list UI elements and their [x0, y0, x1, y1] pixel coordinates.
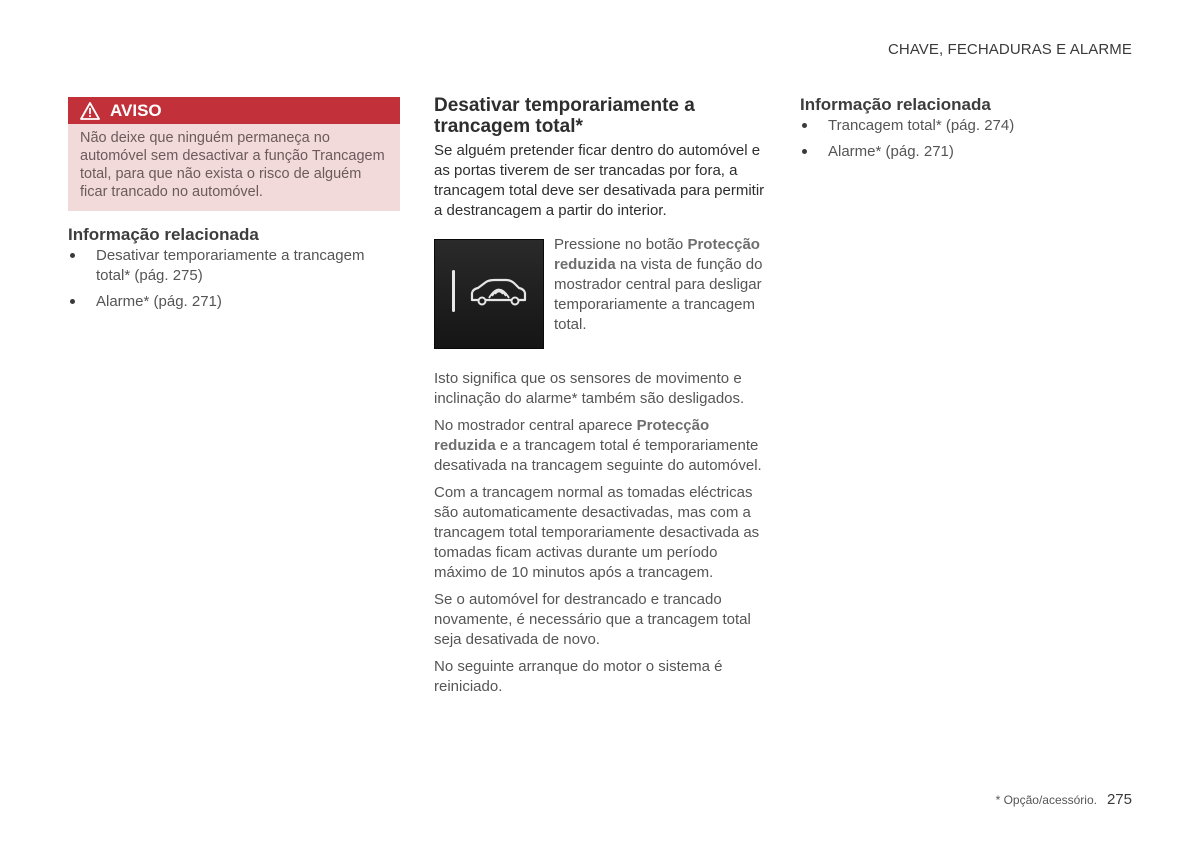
highlight-reduced-protection-2: Protecção reduzida — [434, 417, 710, 454]
related-link-alarme-2[interactable]: Alarme* (pág. 271) — [800, 142, 1132, 162]
reduced-protection-button-image — [434, 239, 544, 349]
warning-header — [68, 97, 400, 124]
left-related-info — [68, 225, 400, 318]
section-title: Desativar temporariamente a trancagem total* — [434, 95, 695, 137]
page-footer — [996, 791, 1132, 808]
warning-box — [68, 97, 400, 211]
para2-after: e a trancagem total é temporariamente desativada na trancagem seguinte do automóvel. — [434, 437, 762, 474]
related-link-trancagem[interactable]: Trancagem total* (pág. 274) — [800, 116, 1132, 136]
section-intro: Se alguém pretender ficar dentro do automóvel e as portas tiverem de ser trancadas por fora, a trancagem total deve ser desativada para permitir a destrancagem a partir do interior. — [434, 142, 765, 219]
paragraph-sockets: Com a trancagem normal as tomadas eléctricas são automaticamente desactivadas, mas com a trancagem total temporariamente desactivada as tomadas ficam activas durante um período máximo de 10 minutos após a trancagem. — [434, 484, 760, 581]
paragraph-sensors: Isto significa que os sensores de movimento e inclinação do alarme* também são desligados. — [434, 370, 745, 407]
right-related-info — [800, 95, 1132, 168]
figure-text-before: Pressione no botão — [554, 236, 688, 253]
highlight-reduced-protection: Protecção reduzida — [554, 236, 760, 273]
paragraph-relock: Se o automóvel for destrancado e trancado novamente, é necessário que a trancagem total seja desativada de novo. — [434, 591, 751, 648]
left-related-heading: Informação relacionada — [68, 225, 259, 244]
para2-before: No mostrador central aparece — [434, 417, 637, 434]
figure-text-after: na vista de função do mostrador central para desligar temporariamente a trancagem total. — [554, 256, 763, 333]
right-related-list — [800, 116, 1132, 162]
car-alarm-sensor-button-icon — [435, 240, 543, 348]
left-related-list — [68, 246, 400, 312]
figure-row — [434, 235, 766, 349]
main-section — [434, 95, 766, 704]
warning-body — [68, 124, 400, 211]
warning-title: AVISO — [110, 100, 162, 120]
option-footnote: * Opção/acessório. — [995, 793, 1097, 807]
related-link-alarme[interactable]: Alarme* (pág. 271) — [68, 292, 400, 312]
page-number: 275 — [1106, 791, 1132, 808]
figure-caption — [554, 235, 766, 335]
right-related-heading: Informação relacionada — [800, 95, 991, 114]
chapter-title: CHAVE, FECHADURAS E ALARME — [887, 41, 1132, 58]
warning-text: Não deixe que ninguém permaneça no automóvel sem desactivar a função Trancagem total, para que não exista o risco de alguém ficar trancado no automóvel. — [80, 130, 385, 200]
paragraph-display — [434, 416, 766, 476]
paragraph-restart: No seguinte arranque do motor o sistema é reiniciado. — [434, 658, 723, 695]
related-link-desativar[interactable]: Desativar temporariamente a trancagem total* (pág. 275) — [68, 246, 400, 286]
warning-triangle-icon — [80, 102, 100, 120]
